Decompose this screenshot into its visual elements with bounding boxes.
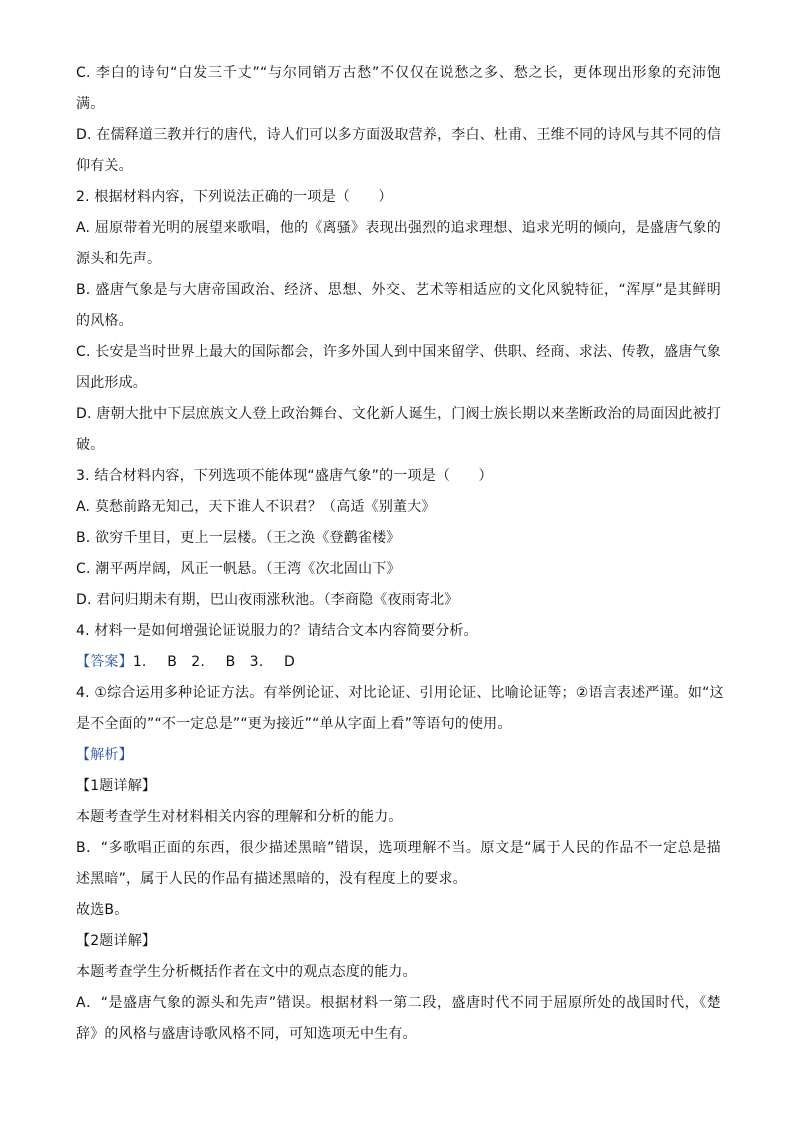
text-line: 本题考查学生对材料相关内容的理解和分析的能力。 — [76, 809, 403, 825]
text-line: 的风格。 — [76, 313, 133, 329]
document-body — [76, 58, 724, 1050]
text-line: 述黑暗”，属于人民的作品有描述黑暗的，没有程度上的要求。 — [76, 871, 467, 887]
answer-tag: 【答案】 — [76, 654, 133, 670]
answer-values: 1. B 2. B 3. D — [132, 654, 296, 670]
text-line: C. 长安是当时世界上最大的国际都会，许多外国人到中国来留学、供职、经商、求法、传教，盛唐气象 — [76, 344, 721, 360]
text-line: 源头和先声。 — [76, 251, 162, 267]
option-line: B. 欲穷千里目，更上一层楼。（王之涣《登鹳雀楼》 — [76, 530, 401, 546]
answer-line — [76, 647, 721, 678]
text-line: 因此形成。 — [76, 375, 147, 391]
question-2-stem: 2. 根据材料内容，下列说法正确的一项是（ ） — [76, 189, 393, 205]
text-line: C. 李白的诗句“白发三千丈”“与尔同销万古愁”不仅仅在说愁之多、愁之长，更体现出形象的充沛饱 — [76, 65, 721, 81]
analysis-tag: 【解析】 — [76, 747, 133, 763]
text-line: 满。 — [76, 96, 105, 112]
text-line: A．“是盛唐气象的源头和先声”错误。根据材料一第二段，盛唐时代不同于屈原所处的战国时代，《楚 — [76, 995, 721, 1011]
text-line: 本题考查学生分析概括作者在文中的观点态度的能力。 — [76, 964, 417, 980]
text-line: B．“多歌唱正面的东西，很少描述黑暗”错误，选项理解不当。原文是“属于人民的作品不一定总是描 — [76, 840, 721, 856]
question-3-stem: 3. 结合材料内容，下列选项不能体现“盛唐气象”的一项是（ ） — [76, 468, 493, 484]
text-line: 破。 — [76, 437, 105, 453]
text-line: D. 唐朝大批中下层庶族文人登上政治舞台、文化新人诞生，门阀士族长期以来垄断政治的局面因此被打 — [76, 406, 722, 422]
option-line: C. 潮平两岸阔，风正一帆悬。（王湾《次北固山下》 — [76, 561, 401, 577]
text-line: B. 盛唐气象是与大唐帝国政治、经济、思想、外交、艺术等相适应的文化风貌特征，“浑厚”是其鲜明 — [76, 282, 721, 298]
question-4-stem: 4. 材料一是如何增强论证说服力的？请结合文本内容简要分析。 — [76, 623, 478, 639]
text-line: A. 屈原带着光明的展望来歌唱，他的《离骚》表现出强烈的追求理想、追求光明的倾向，是盛唐气象的 — [76, 220, 721, 236]
option-line: D. 君问归期未有期，巴山夜雨涨秋池。（李商隐《夜雨寄北》 — [76, 592, 459, 608]
text-line: 是不全面的”“不一定总是”“更为接近”“单从字面上看”等语句的使用。 — [76, 716, 512, 732]
text-line: 辞》的风格与盛唐诗歌风格不同，可知选项无中生有。 — [76, 1026, 417, 1042]
text-line: D. 在儒释道三教并行的唐代，诗人们可以多方面汲取营养，李白、杜甫、王维不同的诗风与其不同的信 — [76, 127, 722, 143]
analysis-line — [76, 740, 721, 771]
text-line: 故选B。 — [76, 902, 129, 918]
section-heading: 【1题详解】 — [76, 778, 157, 794]
option-line: A. 莫愁前路无知己，天下谁人不识君？（高适《别董大》 — [76, 499, 436, 515]
section-heading: 【2题详解】 — [76, 933, 157, 949]
text-line: 4. ①综合运用多种论证方法。有举例论证、对比论证、引用论证、比喻论证等；②语言表述严谨。如“这 — [76, 685, 724, 701]
text-line: 仰有关。 — [76, 158, 133, 174]
